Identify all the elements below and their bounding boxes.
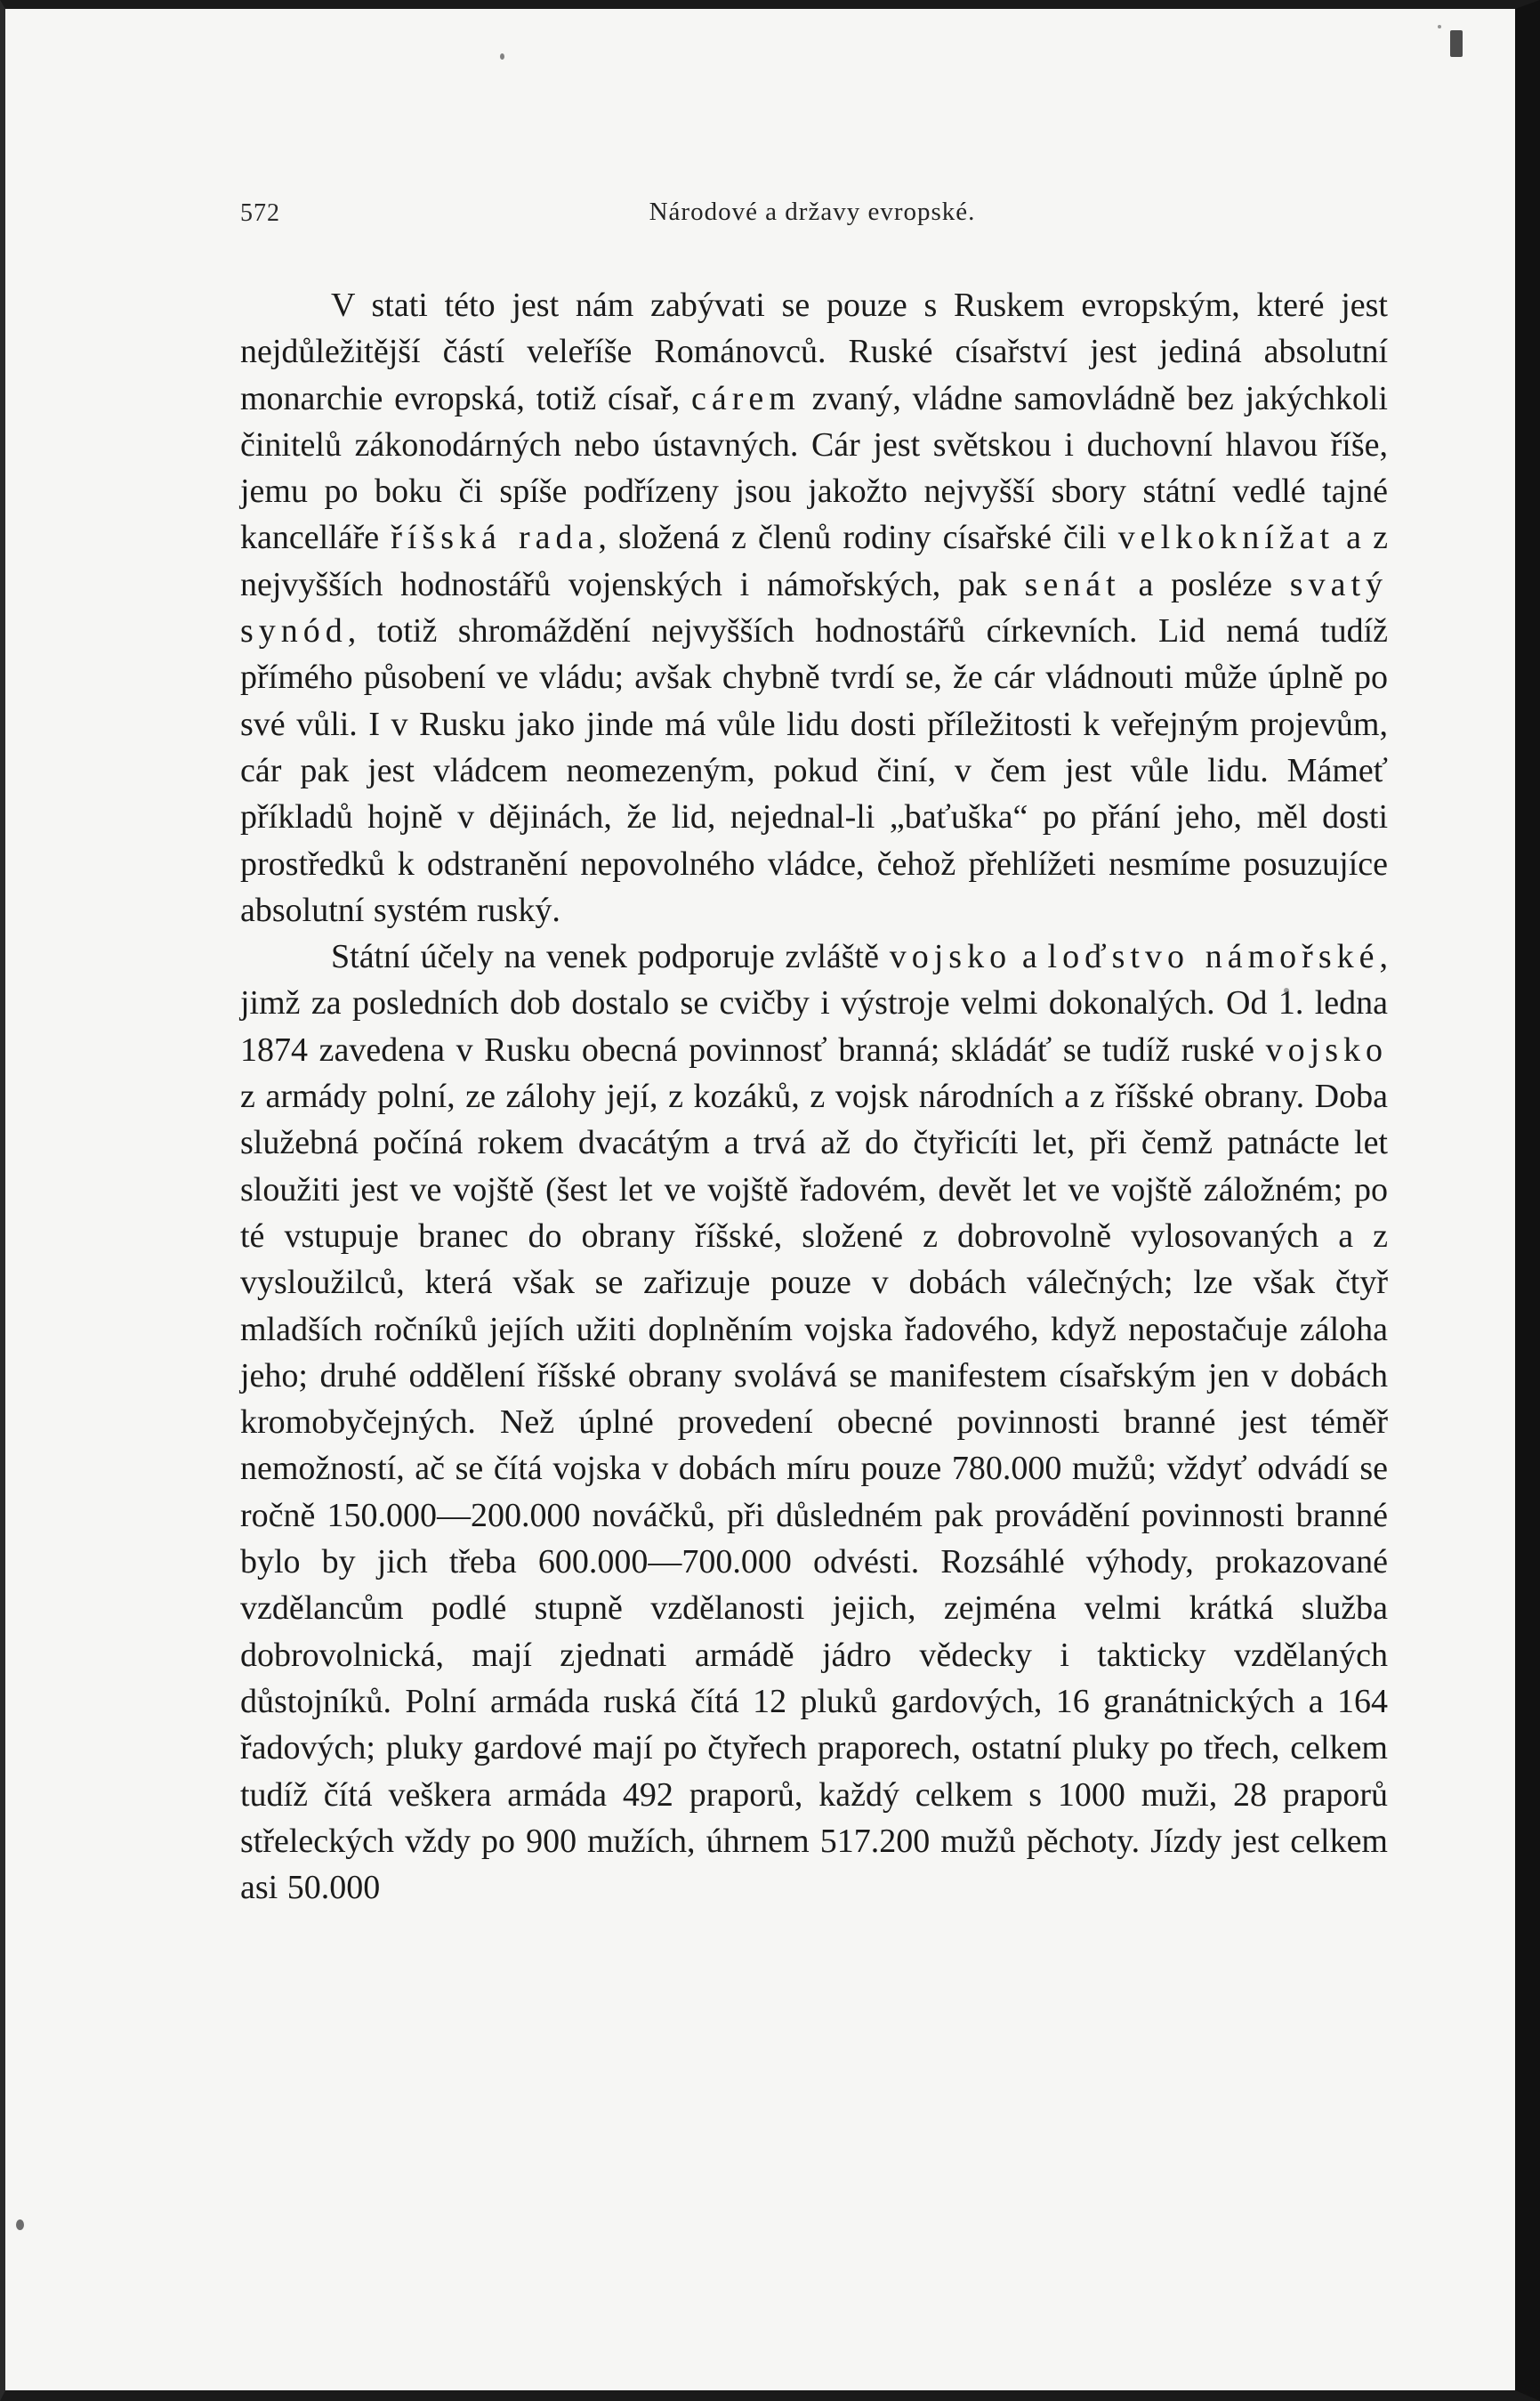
scan-speck	[1438, 25, 1441, 28]
scan-speck	[500, 53, 504, 60]
spaced-term: vojsko	[889, 938, 1012, 976]
spaced-term: velkoknížat	[1117, 519, 1335, 557]
text-run: Státní účely na venek podporuje zvláště	[331, 938, 890, 976]
text-run: , totiž shromáždění nejvyšších hodnostářů církevních. Lid nemá tudíž přímého působení ve vládu; avšak chybně tvrdí se, že cár vládnouti může úplně po své vůli. I v Rusku jako jinde má vůle lidu dosti příležitosti k veřejným projevům, cár pak jest vládcem neomezeným, pokud činí, v čem jest vůle lidu. Mámeť příkladů hojně v dějinách, že lid, nejednal-li „baťuška“ po přání jeho, měl dosti prostředků k odstranění nepovolného vládce, čehož přehlížeti nesmíme posuzujíce absolutní systém ruský.	[240, 612, 1388, 929]
paragraph	[240, 282, 1388, 934]
text-run: a z nejvyšších hodnostářů vojenských i námořských, pak	[240, 519, 1388, 603]
spaced-term: loďstvo námořské	[1047, 938, 1380, 976]
page-number: 572	[240, 199, 280, 227]
scan-mark	[1450, 30, 1463, 57]
text-run: z armády polní, ze zálohy její, z kozáků, z vojsk národních a z říšské obrany. Doba služebná počíná rokem dvacátým a trvá až do čtyřicíti let, při čemž patnácte let sloužiti jest ve vojště (šest let ve vojště řadovém, devět let ve vojště záložném; po té vstupuje branec do obrany říšské, složené z dobrovolně vylosovaných a z vysloužilců, která však se zařizuje pouze v dobách válečných; lze však čtyř mladších ročníků jejích užiti doplněním vojska řadového, když nepostačuje záloha jeho; druhé oddělení říšské obrany svolává se manifestem císařským jen v dobách kromobyčejných. Než úplné provedení obecné povinnosti branné jest téměř nemožností, ač se čítá vojska v dobách míru pouze 780.000 mužů; vždyť odvádí se ročně 150.000—200.000 nováčků, při důsledném pak provádění povinnosti branné bylo by jich třeba 600.000—700.000 odvésti. Rozsáhlé výhody, prokazované vzdělancům podlé stupně vzdělanosti jejich, zejména velmi krátká služba dobrovolnická, mají zjednati armádě jádro vědecky i takticky vzdělaných důstojníků. Polní armáda ruská čítá 12 pluků gardových, 16 granátnických a 164 řadových; pluky gardové mají po čtyřech praporech, ostatní pluky po třech, celkem tudíž čítá veškera armáda 492 praporů, každý celkem s 1000 muži, 28 praporů střeleckých vždy po 900 mužích, úhrnem 517.200 mužů pěchoty. Jízdy jest celkem asi 50.000	[240, 1078, 1388, 1907]
spaced-term: cárem	[691, 379, 801, 417]
running-head: Národové a državy evropské.	[649, 198, 976, 226]
scan-speck	[16, 2219, 24, 2230]
text-run: a posléze	[1120, 565, 1290, 603]
text-run: a	[1012, 938, 1048, 976]
page-header	[238, 194, 1387, 233]
book-page	[5, 9, 1515, 2390]
paragraph	[240, 934, 1388, 1911]
body-text	[240, 282, 1388, 1911]
spaced-term: senát	[1024, 565, 1121, 603]
text-run: , složená z členů rodiny císařské čili	[598, 519, 1118, 557]
text-run: zvaný, vládne samovládně bez jakýchkoli činitelů zákonodárných nebo ústavných. Cár jest světskou i duchovní hlavou říše, jemu po boku či spíše podřízeny jsou jakožto nejvyšší sbory státní vedlé tajné kancelláře	[240, 379, 1388, 557]
spaced-term: říšská rada	[391, 519, 599, 557]
spaced-term: svatý synód	[240, 565, 1389, 651]
text-run: , jimž za posledních dob dostalo se cvičby i výstroje velmi dokonalých. Od 1. ledna 1874 zavedena v Rusku obecná povinnosť branná; skládáť se tudíž ruské	[240, 938, 1388, 1069]
spaced-term: vojsko	[1265, 1031, 1388, 1069]
text-run: V stati této jest nám zabývati se pouze s Ruskem evropským, které jest nejdůležitější částí veleříše Románovců. Ruské císařství jest jediná absolutní monarchie evropská, totiž císař,	[240, 287, 1388, 417]
